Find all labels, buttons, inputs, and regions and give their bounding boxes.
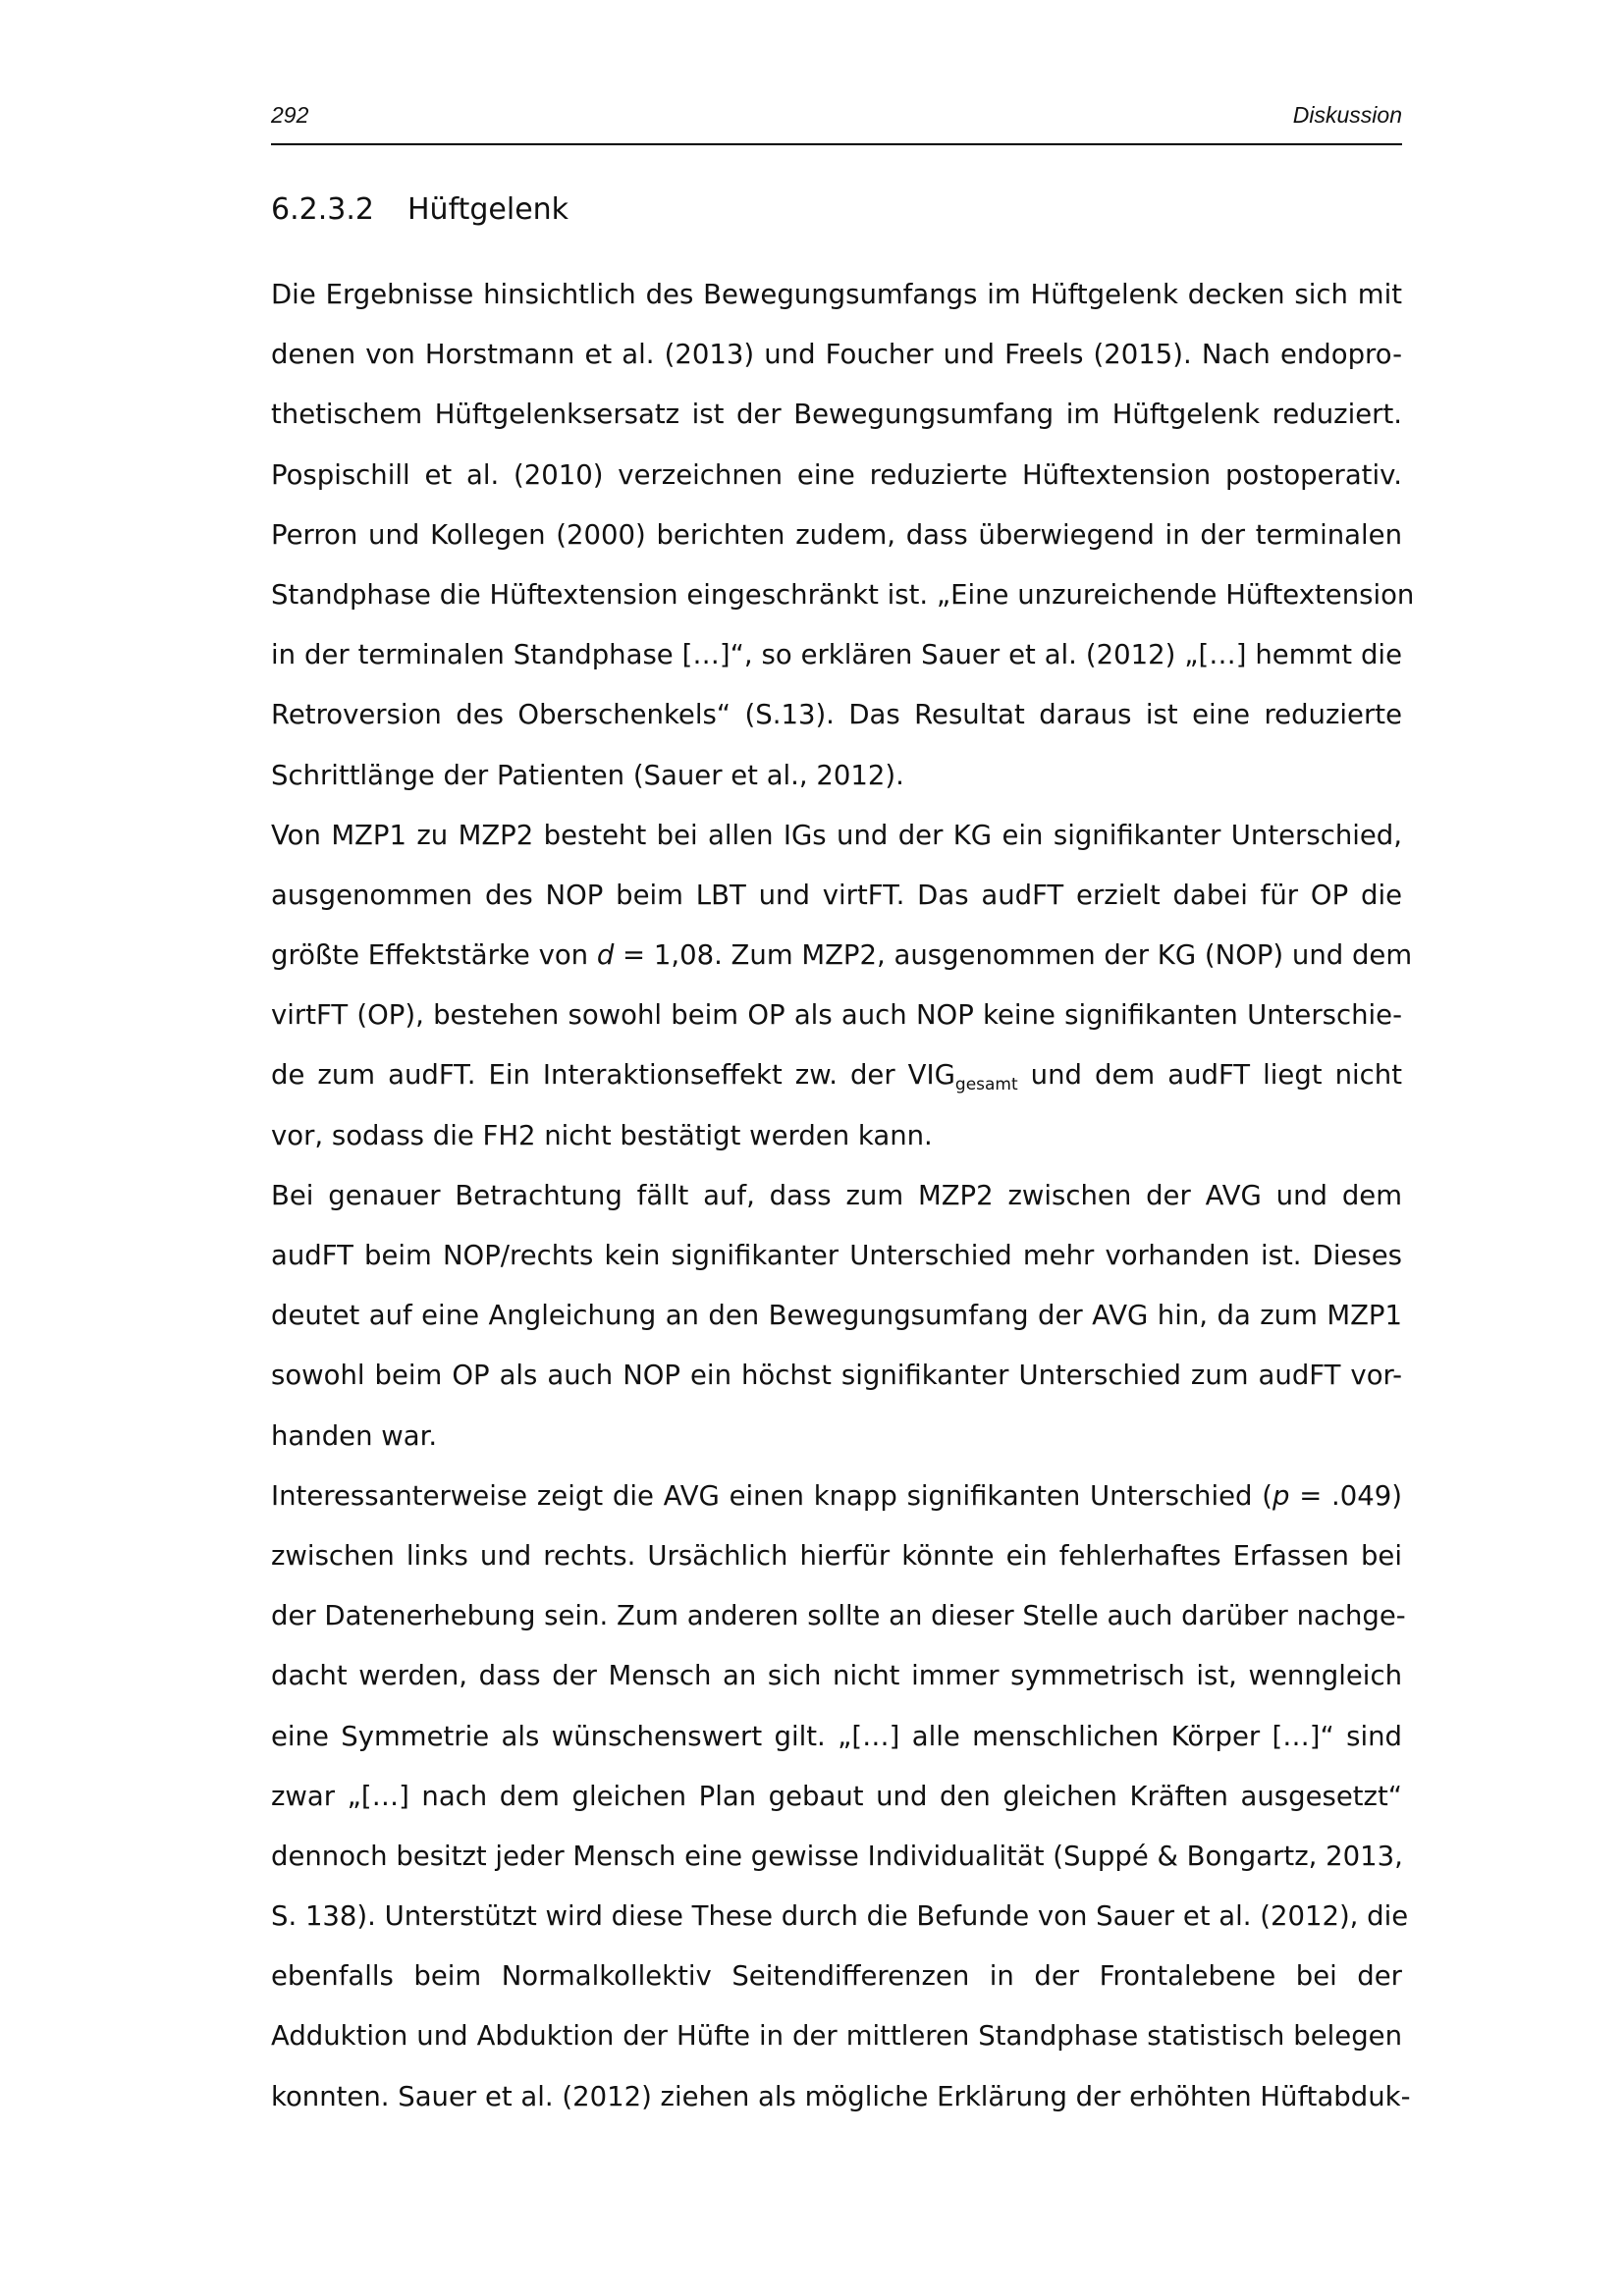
text-run: Interessanterweise zeigt die AVG einen knapp signifikanten Unterschied ( xyxy=(271,1479,1272,1512)
text-line: Die Ergebnisse hinsichtlich des Bewegungsumfangs im Hüftgelenk decken sich mit xyxy=(271,279,1402,310)
text-line xyxy=(271,1045,1402,1105)
text-line: ebenfalls beim Normalkollektiv Seitendifferenzen in der Frontalebene bei der xyxy=(271,1960,1402,1993)
text-line: S. 138). Unterstützt wird diese These durch die Befunde von Sauer et al. (2012), die xyxy=(271,1900,1409,1933)
text-line: deutet auf eine Angleichung an den Bewegungsumfang der AVG hin, da zum MZP1 xyxy=(271,1300,1402,1332)
section-heading xyxy=(271,192,568,227)
text-line: Schrittlänge der Patienten (Sauer et al., 2012). xyxy=(271,759,904,791)
text-line: Pospischill et al. (2010) verzeichnen eine reduzierte Hüftextension postoperativ. xyxy=(271,458,1402,491)
text-line: denen von Horstmann et al. (2013) und Foucher und Freels (2015). Nach endopro- xyxy=(271,339,1402,371)
text-line: sowohl beim OP als auch NOP ein höchst signifikanter Unterschied zum audFT vor- xyxy=(271,1360,1402,1392)
text-line: Standphase die Hüftextension eingeschränkt ist. „Eine unzureichende Hüftextension xyxy=(271,578,1415,611)
text-line: der Datenerhebung sein. Zum anderen sollte an dieser Stelle auch darüber nachge- xyxy=(271,1600,1406,1632)
text-run: = 1,08. Zum MZP2, ausgenommen der KG (NOP) und dem xyxy=(614,939,1413,972)
text-line: zwar „[…] nach dem gleichen Plan gebaut und den gleichen Kräften ausgesetzt“ xyxy=(271,1780,1402,1812)
text-line: Retroversion des Oberschenkels“ (S.13). Das Resultat daraus ist eine reduzierte xyxy=(271,699,1402,731)
text-line: eine Symmetrie als wünschenswert gilt. „[…] alle menschlichen Körper […]“ sind xyxy=(271,1720,1402,1752)
text-line: ausgenommen des NOP beim LBT und virtFT. Das audFT erzielt dabei für OP die xyxy=(271,879,1402,911)
text-line: virtFT (OP), bestehen sowohl beim OP als auch NOP keine signifikanten Unterschie- xyxy=(271,999,1402,1032)
text-line: Von MZP1 zu MZP2 besteht bei allen IGs und der KG ein signifikanter Unterschied, xyxy=(271,819,1402,851)
section-number: 6.2.3.2 xyxy=(271,192,374,227)
body-text xyxy=(271,265,1415,2127)
text-line: dennoch besitzt jeder Mensch eine gewisse Individualität (Suppé & Bongartz, 2013, xyxy=(271,1840,1403,1872)
running-header xyxy=(271,96,1402,145)
text-line: konnten. Sauer et al. (2012) ziehen als mögliche Erklärung der erhöhten Hüftabduk- xyxy=(271,2080,1411,2112)
text-line: handen war. xyxy=(271,1419,438,1452)
statistic-symbol: p xyxy=(1272,1479,1290,1512)
text-line: Perron und Kollegen (2000) berichten zudem, dass überwiegend in der terminalen xyxy=(271,518,1402,551)
running-title: Diskussion xyxy=(1292,102,1402,128)
text-run: und dem audFT liegt nicht xyxy=(1017,1059,1402,1092)
text-line: zwischen links und rechts. Ursächlich hierfür könnte ein fehlerhaftes Erfassen bei xyxy=(271,1539,1402,1572)
text-line: audFT beim NOP/rechts kein signifikanter Unterschied mehr vorhanden ist. Dieses xyxy=(271,1240,1402,1271)
section-title: Hüftgelenk xyxy=(407,192,569,227)
text-line: thetischem Hüftgelenksersatz ist der Bewegungsumfang im Hüftgelenk reduziert. xyxy=(271,399,1402,431)
text-line xyxy=(271,1467,1402,1526)
text-run: = .049) xyxy=(1289,1479,1402,1512)
text-line: Bei genauer Betrachtung fällt auf, dass zum MZP2 zwischen der AVG und dem xyxy=(271,1179,1402,1211)
text-line: vor, sodass die FH2 nicht bestätigt werden kann. xyxy=(271,1119,933,1151)
text-run: de zum audFT. Ein Interaktionseffekt zw. der VIG xyxy=(271,1059,955,1092)
statistic-symbol: d xyxy=(596,939,615,972)
subscript: gesamt xyxy=(954,1075,1018,1095)
text-line xyxy=(271,926,1413,986)
page-number: 292 xyxy=(271,102,309,128)
text-line: Adduktion und Abduktion der Hüfte in der mittleren Standphase statistisch belegen xyxy=(271,2020,1402,2053)
text-run: größte Effektstärke von xyxy=(271,939,597,972)
text-line: dacht werden, dass der Mensch an sich nicht immer symmetrisch ist, wenngleich xyxy=(271,1660,1402,1692)
text-line: in der terminalen Standphase […]“, so erklären Sauer et al. (2012) „[…] hemmt die xyxy=(271,639,1402,671)
